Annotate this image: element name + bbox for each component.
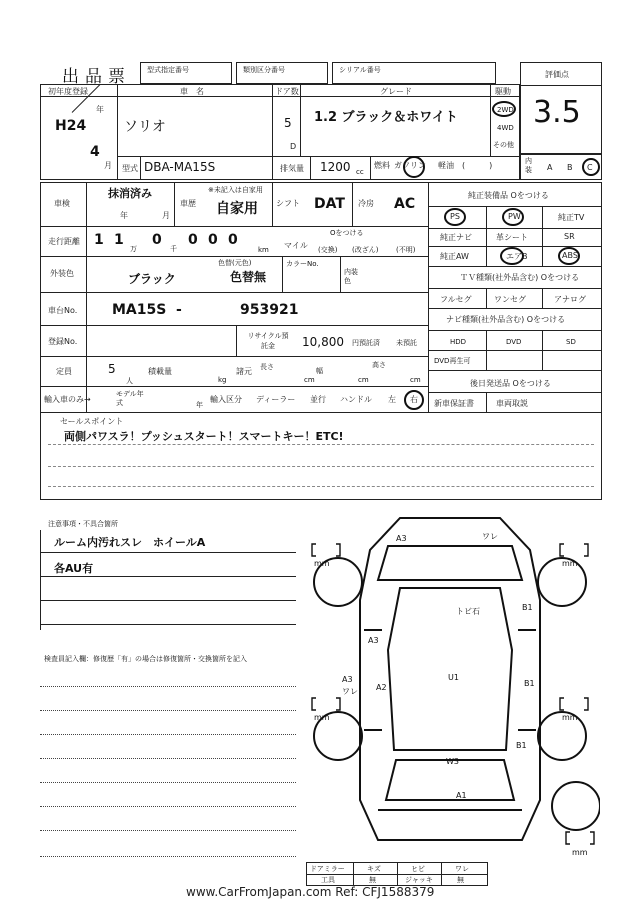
form-line (310, 156, 311, 180)
form-text: 型式 (122, 164, 138, 173)
form-text: エアB (506, 252, 528, 261)
form-text: 外装色 (50, 269, 74, 278)
form-text: カラーNo. (286, 260, 319, 268)
category-number-box (236, 62, 328, 84)
first-reg-year: H24 (55, 118, 87, 134)
form-text: 評価点 (545, 70, 569, 79)
chassis-number: 953921 (240, 302, 299, 318)
form-text: 型式指定番号 (147, 66, 189, 74)
form-text: 新車保証書 (434, 399, 474, 408)
form-text: 諸元 (236, 367, 252, 376)
usage-history: 自家用 (216, 201, 258, 217)
form-text: 登録No. (48, 337, 78, 346)
form-line (140, 156, 141, 180)
form-line (40, 782, 296, 783)
form-text: 年 (196, 401, 203, 409)
form-text: 左 (388, 395, 396, 404)
form-line (40, 412, 602, 413)
displacement: 1200 (320, 160, 351, 174)
form-line (486, 288, 487, 308)
form-line (40, 576, 296, 577)
form-text: 燃料 (374, 161, 390, 170)
form-text: キズ (367, 865, 381, 873)
color-change: 色替無 (230, 270, 267, 284)
model-code: DBA-MA15S (144, 160, 216, 174)
recycle-fee: 10,800 (302, 335, 344, 349)
form-text: ガソリン (394, 161, 426, 170)
form-line (352, 182, 353, 226)
form-text: アナログ (554, 295, 586, 304)
svg-text:mm: mm (314, 713, 330, 722)
mark-7: ワレ (342, 687, 358, 696)
form-text: cm (358, 376, 369, 384)
notes-line-1: ルーム内汚れスレ ホイールA (54, 536, 206, 549)
form-line (282, 256, 283, 292)
mark-8: A2 (376, 683, 387, 692)
form-text: HDD (450, 338, 467, 346)
form-text: km (258, 246, 269, 254)
form-text: 0 (228, 232, 238, 248)
form-text: 月 (162, 211, 170, 220)
form-text: 後日発送品 Oをつける (470, 379, 551, 388)
form-text: 4WD (497, 124, 514, 132)
form-text: 軽油 (438, 161, 454, 170)
form-text: - (176, 302, 182, 318)
form-text: 輸入区分 (210, 395, 242, 404)
form-line (340, 256, 341, 292)
form-text: A (547, 163, 553, 172)
form-line (502, 208, 524, 226)
form-line (40, 226, 428, 227)
form-text: セールスポイント (60, 417, 124, 426)
form-line (40, 552, 296, 553)
form-line (48, 444, 594, 445)
form-text: 冷房 (358, 199, 374, 208)
form-text: 類別区分番号 (243, 66, 285, 74)
form-text: 排気量 (280, 164, 304, 173)
form-text: SD (566, 338, 576, 346)
serial-number-box (332, 62, 496, 84)
form-line (48, 466, 594, 467)
mark-11: W3 (446, 757, 459, 766)
form-text: 幅 (316, 367, 323, 375)
form-text: PW (508, 212, 521, 221)
form-line (428, 350, 602, 351)
form-line (40, 386, 428, 387)
form-text: 2WD (497, 106, 514, 114)
svg-text:mm: mm (572, 848, 588, 857)
form-text: ワンセグ (494, 295, 526, 304)
form-text: C (587, 163, 593, 172)
form-line (428, 288, 602, 289)
form-text: ※未記入は自家用 (208, 186, 263, 194)
form-line (40, 734, 296, 735)
form-text: フルセグ (440, 295, 472, 304)
car-name: ソリオ (124, 119, 166, 135)
form-line (428, 266, 602, 267)
form-text: マイル (284, 241, 308, 250)
first-reg-month: 4 (90, 144, 100, 160)
form-text: 走行距離 (48, 237, 80, 246)
form-text: 車台No. (48, 306, 78, 315)
form-text: 注意事項・不具合箇所 (48, 520, 118, 528)
form-text: 円預託済 (352, 339, 380, 347)
svg-text:mm: mm (562, 559, 578, 568)
damage-legend (306, 862, 488, 886)
form-line (236, 325, 237, 356)
form-line (428, 308, 602, 309)
form-line (428, 370, 602, 371)
form-line (48, 486, 594, 487)
form-text: 1 (94, 232, 104, 248)
form-text: cm (304, 376, 315, 384)
form-text: 車 名 (180, 87, 204, 96)
form-text: リサイクル預託金 (247, 332, 289, 350)
form-text: ジャッキ (405, 876, 433, 884)
mark-6: A3 (342, 675, 353, 684)
form-line (117, 84, 118, 180)
form-text: 工具 (321, 876, 335, 884)
form-text: 革シート (496, 233, 528, 242)
form-text: ハンドル (340, 395, 372, 404)
form-text: 初年度登録 (48, 87, 88, 96)
right-hand-drive-circle (404, 390, 424, 410)
exterior-color: ブラック (128, 272, 176, 286)
drive-2wd-circle (492, 101, 516, 117)
form-text: 千 (170, 245, 177, 253)
form-text: 高さ (372, 361, 386, 369)
form-text: DVD再生可 (434, 357, 471, 365)
score-value: 3.5 (533, 95, 581, 130)
form-text: 無 (369, 876, 376, 884)
form-text: 積載量 (148, 367, 172, 376)
form-line (428, 228, 602, 229)
type-number-box (140, 62, 232, 84)
mark-10: B1 (516, 741, 527, 750)
form-text: ワレ (455, 865, 469, 873)
form-text: cm (410, 376, 421, 384)
form-text: 右 (410, 395, 418, 404)
chassis-prefix: MA15S (112, 302, 167, 318)
seating-capacity: 5 (108, 362, 116, 376)
form-text: 並行 (310, 395, 326, 404)
mark-3: B1 (522, 603, 533, 612)
form-text: 純正TV (558, 213, 585, 222)
form-line (300, 84, 301, 156)
mark-12: A1 (456, 791, 467, 800)
car-damage-diagram (300, 510, 600, 860)
mark-9: B1 (524, 679, 535, 688)
form-line (272, 84, 273, 180)
form-text: 車両取説 (496, 399, 528, 408)
fuel-gasoline-circle (403, 156, 425, 178)
form-line (542, 288, 543, 308)
form-line (40, 806, 296, 807)
form-title: 出品票 (62, 67, 131, 87)
form-text: ディーラー (256, 395, 296, 404)
form-text: 未預託 (396, 339, 417, 347)
form-line (40, 292, 428, 293)
form-text: 駆動 (495, 87, 511, 96)
form-text: (交換) (318, 246, 338, 254)
form-line (40, 624, 296, 625)
form-text: ( ) (462, 161, 493, 170)
form-text: ナビ種類(社外品含む) Oをつける (446, 315, 566, 324)
form-text: 検査員記入欄：修復歴「有」の場合は修復箇所・交換箇所を記入 (44, 655, 247, 663)
inspection-status: 抹消済み (108, 187, 152, 200)
form-line (40, 758, 296, 759)
form-line (486, 392, 487, 412)
notes-line-2: 各AU有 (54, 562, 94, 575)
form-text: その他 (493, 141, 514, 149)
form-text: ドアミラー (310, 865, 345, 873)
mark-1: ワレ (482, 532, 498, 541)
form-text: 色替(元色) (218, 259, 252, 267)
form-text: 車歴 (180, 199, 196, 208)
form-text: kg (218, 376, 227, 384)
form-text: 定員 (56, 367, 72, 376)
form-text: シリアル番号 (339, 66, 381, 74)
form-line (542, 206, 543, 266)
form-line (40, 686, 296, 687)
form-line (490, 84, 491, 156)
form-text: ドア数 (275, 87, 299, 96)
form-text: 純正AW (440, 252, 469, 261)
form-line (441, 863, 442, 885)
form-text: 長さ (260, 363, 274, 371)
form-text: 人 (126, 377, 133, 385)
form-line (428, 392, 602, 393)
form-text: ABS (562, 251, 578, 260)
form-text: 純正装備品 Oをつける (468, 191, 549, 200)
form-text: DVD (506, 338, 522, 346)
form-text: 車検 (54, 199, 70, 208)
form-text: モデル年式 (116, 390, 144, 407)
form-line (486, 206, 487, 266)
form-text: SR (564, 232, 575, 241)
form-text: 年 (96, 105, 104, 114)
form-text: (改ざん) (352, 246, 379, 254)
form-text: 0 (188, 232, 198, 248)
form-text: Oをつける (330, 229, 364, 237)
form-line (521, 85, 601, 86)
door-count: 5 (284, 116, 292, 130)
form-text: 万 (130, 245, 137, 253)
form-line (174, 182, 175, 226)
form-line (444, 208, 466, 226)
form-text: ヒビ (411, 865, 425, 873)
form-line (428, 206, 602, 207)
form-line (558, 247, 580, 265)
form-line (40, 830, 296, 831)
form-text: 1 (114, 232, 124, 248)
score-box (520, 62, 602, 154)
form-text: ＴＶ種類(社外品含む) Oをつける (460, 273, 580, 282)
form-line (40, 710, 296, 711)
sales-point-text: 両側パワスラ！プッシュスタート！スマートキー！ETC! (64, 430, 344, 443)
form-line (117, 156, 520, 157)
form-text: 純正ナビ (440, 233, 472, 242)
form-text: 内装色 (344, 268, 358, 285)
mark-2: トビ石 (456, 607, 480, 616)
form-text: 輸入車のみ→ (44, 395, 91, 404)
form-line (428, 182, 429, 412)
form-line (500, 247, 524, 265)
form-line (582, 158, 600, 176)
form-text: D (290, 142, 297, 151)
form-text: 年 (120, 211, 128, 220)
form-text: 月 (104, 161, 112, 170)
form-text: (不明) (396, 246, 416, 254)
air-conditioning: AC (394, 196, 416, 212)
transmission: DAT (314, 196, 345, 212)
grade-value: 1.2 ブラック＆ホワイト (314, 110, 458, 125)
mark-0: A3 (396, 534, 407, 543)
svg-text:mm: mm (562, 713, 578, 722)
form-line (397, 863, 398, 885)
form-line (353, 863, 354, 885)
form-text: 0 (208, 232, 218, 248)
interior-grade (520, 154, 602, 180)
form-text: シフト (276, 199, 300, 208)
form-text: PS (450, 212, 460, 221)
form-line (428, 330, 602, 331)
form-text: グレード (380, 87, 412, 96)
form-line (40, 256, 428, 257)
form-line (40, 856, 296, 857)
form-text: B (567, 163, 573, 172)
form-line (370, 156, 371, 180)
footer-watermark: www.CarFromJapan.com Ref: CFJ1588379 (186, 885, 435, 899)
form-line (40, 356, 428, 357)
mark-4: A3 (368, 636, 379, 645)
form-line (272, 182, 273, 226)
mark-5: U1 (448, 673, 459, 682)
form-line (40, 600, 296, 601)
form-text: 無 (457, 876, 464, 884)
form-text: 内装 (525, 157, 532, 174)
form-line (40, 325, 428, 326)
form-line (86, 182, 87, 412)
form-text: cc (356, 168, 364, 176)
form-text: 0 (152, 232, 162, 248)
svg-text:mm: mm (314, 559, 330, 568)
